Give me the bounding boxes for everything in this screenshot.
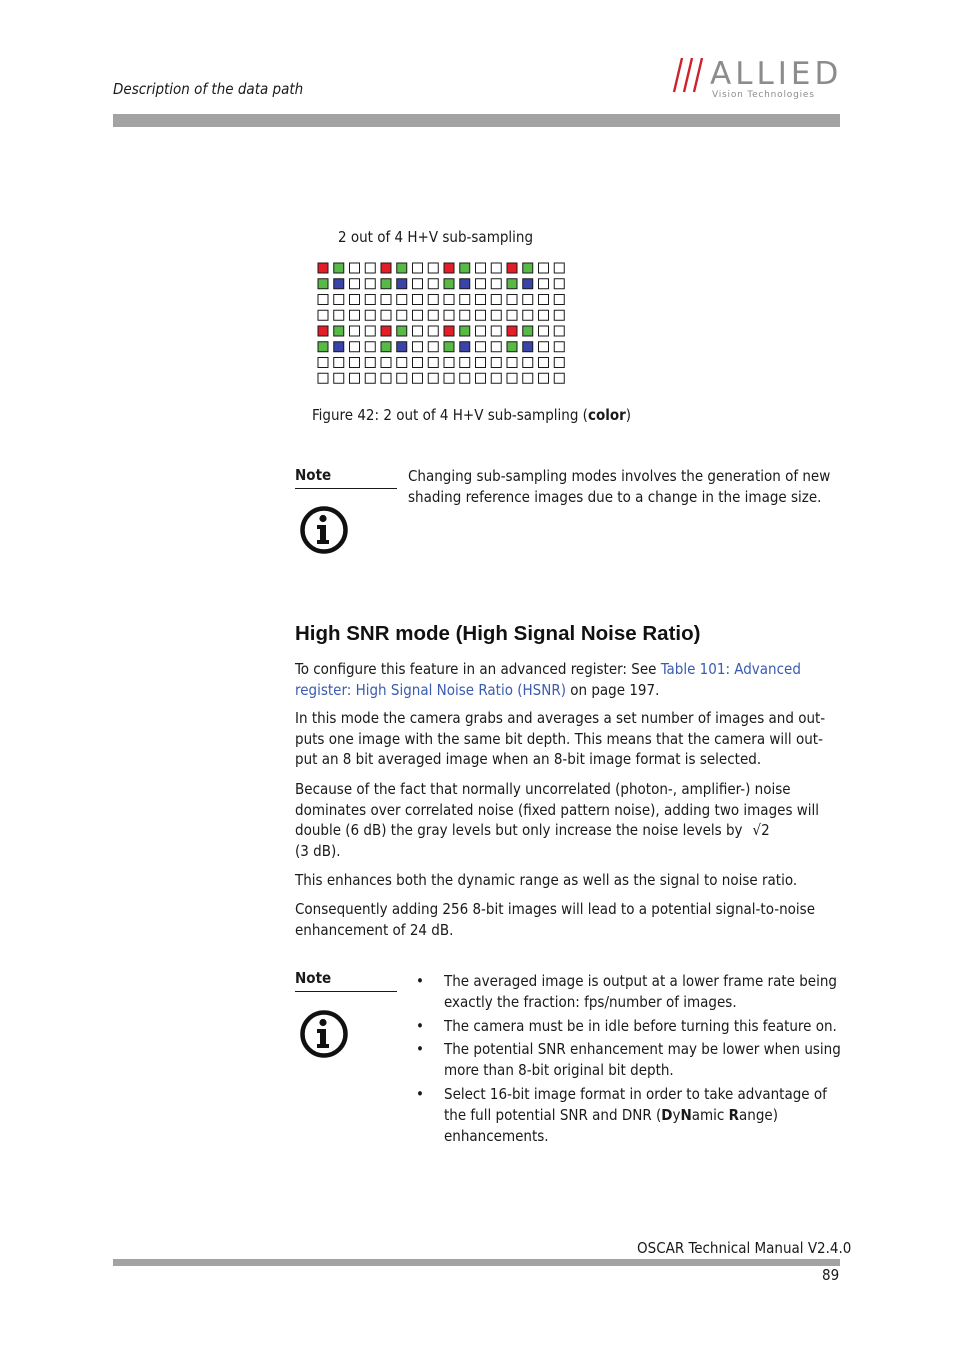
pixel-cell: [334, 358, 344, 368]
pixel-cell: [523, 373, 533, 383]
pixel-cell: [554, 326, 564, 336]
pixel-cell: [350, 279, 360, 289]
page-number: 89: [822, 1266, 840, 1284]
pixel-cell: [554, 263, 564, 273]
footer-divider-bar: [113, 1259, 840, 1266]
pixel-cell: [318, 358, 328, 368]
pixel-cell: [397, 373, 407, 383]
pixel-cell: [491, 279, 501, 289]
pixel-cell: [350, 295, 360, 305]
pixel-cell: [350, 310, 360, 320]
bullet-item: • The averaged image is output at a lower frame rate being exactly the fraction: fps/number of images.: [408, 971, 842, 1013]
pixel-cell: [413, 263, 423, 273]
pixel-cell: [318, 295, 328, 305]
pixel-cell: [444, 358, 454, 368]
bold-d: D: [661, 1105, 673, 1124]
pixel-cell: [381, 310, 391, 320]
pixel-cell: [539, 358, 549, 368]
pixel-cell: [507, 279, 517, 289]
pixel-cell: [476, 279, 486, 289]
figure-caption: [312, 406, 631, 424]
pixel-cell: [428, 342, 438, 352]
pixel-cell: [523, 263, 533, 273]
pixel-cell: [365, 279, 375, 289]
pixel-cell: [318, 342, 328, 352]
pixel-cell: [365, 373, 375, 383]
pixel-cell: [381, 279, 391, 289]
allied-logo: [668, 52, 843, 102]
sqrt-two: √2: [752, 821, 770, 839]
pixel-cell: [413, 310, 423, 320]
table-101-link[interactable]: Table 101: Advanced register: High Signal Noise Ratio (HSNR): [295, 660, 801, 699]
note-label: Note: [295, 466, 397, 489]
pixel-cell: [397, 279, 407, 289]
note-text: Changing sub-sampling modes involves the generation of new shading reference images due to a change in the image size.: [408, 467, 831, 506]
pixel-cell: [491, 358, 501, 368]
subsampling-pixel-grid: [316, 261, 568, 387]
pixel-cell: [413, 295, 423, 305]
p1-prefix: To configure this feature in an advanced register: See: [295, 660, 661, 678]
pixel-cell: [413, 358, 423, 368]
header-section-title: Description of the data path: [113, 80, 304, 98]
pixel-cell: [397, 310, 407, 320]
pixel-cell: [476, 358, 486, 368]
pixel-cell: [491, 326, 501, 336]
pixel-cell: [476, 373, 486, 383]
pixel-cell: [460, 373, 470, 383]
pixel-cell: [444, 373, 454, 383]
pixel-cell: [350, 358, 360, 368]
pixel-cell: [539, 263, 549, 273]
pixel-cell: [523, 310, 533, 320]
bullet-item: • The camera must be in idle before turning this feature on.: [408, 1016, 842, 1037]
pixel-cell: [554, 310, 564, 320]
pixel-cell: [318, 263, 328, 273]
pixel-cell: [523, 342, 533, 352]
pixel-cell: [350, 263, 360, 273]
pixel-cell: [554, 295, 564, 305]
pixel-cell: [413, 326, 423, 336]
note-label-2: Note: [295, 969, 397, 992]
paragraph-noise: [295, 779, 842, 861]
info-icon: [298, 1008, 350, 1060]
pixel-cell: [365, 310, 375, 320]
pixel-cell: [444, 310, 454, 320]
paragraph-mode-description: In this mode the camera grabs and averages a set number of images and out-puts one image with the same bit depth. This means that the camera will out-put an 8 bit averaged image when an 8-bit image format is selected.: [295, 709, 826, 768]
p3-main: Because of the fact that normally uncorrelated (photon-, amplifier-) noise dominates over correlated noise (fixed pattern noise), adding two images will double (6 dB) the gray levels but only increase the noise levels by: [295, 780, 820, 839]
pixel-cell: [397, 342, 407, 352]
pixel-cell: [507, 373, 517, 383]
pixel-cell: [507, 358, 517, 368]
pixel-cell: [334, 342, 344, 352]
pixel-cell: [318, 326, 328, 336]
paragraph-enhancement: This enhances both the dynamic range as well as the signal to noise ratio.: [295, 871, 798, 889]
pixel-cell: [460, 263, 470, 273]
pixel-cell: [334, 279, 344, 289]
pixel-cell: [476, 310, 486, 320]
pixel-cell: [334, 326, 344, 336]
pixel-cell: [491, 295, 501, 305]
pixel-cell: [397, 358, 407, 368]
note-bullet-list: [408, 971, 842, 1149]
pixel-cell: [476, 326, 486, 336]
pixel-cell: [476, 263, 486, 273]
logo-subtext: Vision Technologies: [712, 90, 815, 100]
pixel-cell: [334, 295, 344, 305]
pixel-cell: [539, 373, 549, 383]
pixel-cell: [397, 263, 407, 273]
pixel-cell: [444, 342, 454, 352]
pixel-cell: [539, 295, 549, 305]
pixel-cell: [523, 279, 533, 289]
pixel-cell: [444, 263, 454, 273]
footer-manual-title: OSCAR Technical Manual V2.4.0: [637, 1239, 852, 1257]
pixel-cell: [539, 310, 549, 320]
figure-caption-prefix: Figure 42: 2 out of 4 H+V sub-sampling (: [312, 406, 588, 424]
text-ange: ange) enhancements.: [444, 1105, 778, 1145]
bold-n: N: [680, 1105, 692, 1124]
pixel-cell: [460, 342, 470, 352]
text-y: y: [672, 1105, 681, 1124]
pixel-cell: [507, 342, 517, 352]
pixel-cell: [334, 263, 344, 273]
pixel-cell: [491, 373, 501, 383]
pixel-cell: [381, 263, 391, 273]
pixel-cell: [507, 310, 517, 320]
info-icon: [298, 504, 350, 556]
pixel-cell: [523, 358, 533, 368]
pixel-cell: [444, 295, 454, 305]
pixel-cell: [554, 373, 564, 383]
pixel-cell: [413, 342, 423, 352]
pixel-cell: [365, 263, 375, 273]
pixel-cell: [334, 310, 344, 320]
pixel-cell: [428, 326, 438, 336]
pixel-cell: [428, 295, 438, 305]
pixel-cell: [365, 358, 375, 368]
pixel-cell: [428, 263, 438, 273]
bullet-last-prefix: Select 16-bit image format in order to take advantage of the full potential SNR and DNR (: [444, 1084, 827, 1124]
pixel-cell: [554, 342, 564, 352]
pixel-cell: [460, 326, 470, 336]
pixel-cell: [554, 358, 564, 368]
pixel-cell: [460, 310, 470, 320]
pixel-cell: [381, 326, 391, 336]
pixel-cell: [381, 358, 391, 368]
pixel-cell: [507, 295, 517, 305]
figure-label: 2 out of 4 H+V sub-sampling: [338, 228, 534, 246]
bold-r: R: [728, 1105, 740, 1124]
pixel-cell: [381, 342, 391, 352]
p3-end: (3 dB).: [295, 841, 341, 860]
pixel-cell: [491, 310, 501, 320]
paragraph-register-ref: [295, 659, 842, 700]
pixel-cell: [350, 373, 360, 383]
pixel-cell: [476, 295, 486, 305]
logo-text: ALLIED: [710, 56, 843, 92]
pixel-cell: [444, 326, 454, 336]
pixel-cell: [365, 342, 375, 352]
pixel-cell: [554, 279, 564, 289]
pixel-cell: [428, 310, 438, 320]
pixel-cell: [507, 326, 517, 336]
pixel-cell: [397, 295, 407, 305]
p1-suffix: on page 197.: [565, 680, 660, 699]
pixel-cell: [381, 295, 391, 305]
pixel-cell: [350, 342, 360, 352]
pixel-cell: [523, 295, 533, 305]
pixel-cell: [476, 342, 486, 352]
pixel-cell: [444, 279, 454, 289]
section-heading: High SNR mode (High Signal Noise Ratio): [295, 622, 701, 645]
pixel-cell: [350, 326, 360, 336]
header-divider-bar: [113, 114, 840, 127]
pixel-cell: [334, 373, 344, 383]
pixel-cell: [491, 342, 501, 352]
pixel-cell: [318, 373, 328, 383]
pixel-cell: [381, 373, 391, 383]
pixel-cell: [318, 279, 328, 289]
pixel-cell: [539, 342, 549, 352]
pixel-cell: [523, 326, 533, 336]
bullet-item: • The potential SNR enhancement may be lower when using more than 8-bit original bit depth.: [408, 1039, 842, 1081]
pixel-cell: [539, 326, 549, 336]
text-amic: amic: [691, 1105, 729, 1124]
bullet-item: [408, 1084, 842, 1147]
pixel-cell: [460, 295, 470, 305]
figure-caption-suffix: ): [625, 406, 632, 424]
pixel-cell: [413, 373, 423, 383]
pixel-cell: [428, 358, 438, 368]
pixel-cell: [428, 373, 438, 383]
pixel-cell: [460, 358, 470, 368]
pixel-cell: [491, 263, 501, 273]
pixel-cell: [428, 279, 438, 289]
pixel-cell: [413, 279, 423, 289]
pixel-cell: [365, 326, 375, 336]
pixel-cell: [397, 326, 407, 336]
paragraph-consequence: Consequently adding 256 8-bit images will lead to a potential signal-to-noise enhancement of 24 dB.: [295, 900, 815, 939]
pixel-cell: [507, 263, 517, 273]
pixel-cell: [318, 310, 328, 320]
figure-caption-bold: color: [587, 406, 626, 424]
pixel-cell: [460, 279, 470, 289]
pixel-cell: [539, 279, 549, 289]
pixel-cell: [365, 295, 375, 305]
